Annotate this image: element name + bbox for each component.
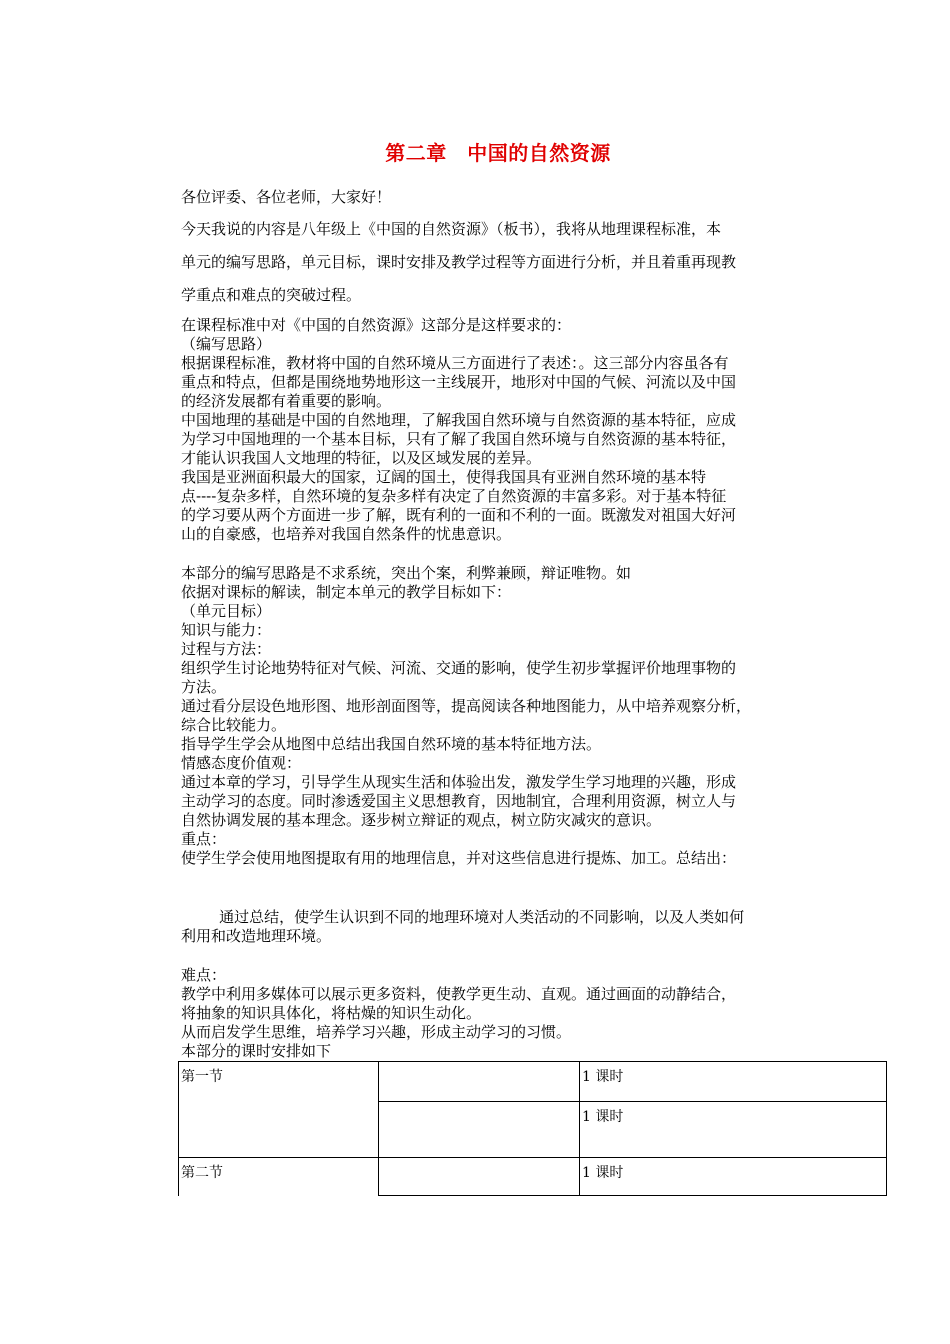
goals-line: 方法。 [181,678,227,696]
intro-line: 今天我说的内容是八年级上《中国的自然资源》（板书），我将从地理课程标准，本 [181,220,722,238]
greeting: 各位评委、各位老师，大家好！ [181,188,392,206]
body-line: 山的自豪感，也培养对我国自然条件的忧患意识。 [181,525,512,543]
goals-line: （单元目标） [181,602,272,620]
topic-cell [379,1158,580,1196]
difficulty-line: 难点： [181,966,227,984]
body-line: 我国是亚洲面积最大的国家，辽阔的国土，使得我国具有亚洲自然环境的基本特 [181,468,707,486]
difficulty-line: 从而启发学生思维，培养学习兴趣，形成主动学习的习惯。 [181,1023,572,1041]
body-line: 的学习要从两个方面进一步了解，既有利的一面和不利的一面。既激发对祖国大好河 [181,506,737,524]
goals-line: 组织学生讨论地势特征对气候、河流、交通的影响，使学生初步掌握评价地理事物的 [181,659,737,677]
table-row [179,1062,887,1102]
difficulty-line: 本部分的课时安排如下 [181,1042,332,1060]
goals-line: 情感态度价值观： [181,754,302,772]
body-line: 点----复杂多样，自然环境的复杂多样有决定了自然资源的丰富多彩。对于基本特征 [181,487,727,505]
body-line: 在课程标准中对《中国的自然资源》这部分是这样要求的： [181,316,572,334]
goals-line: 综合比较能力。 [181,716,287,734]
chapter-title: 第二章 中国的自然资源 [385,141,611,165]
table-row [179,1158,887,1196]
summary-line: 利用和改造地理环境。 [181,927,332,945]
goals-line: 自然协调发展的基本理念。逐步树立辩证的观点，树立防灾减灾的意识。 [181,811,662,829]
goals-line: 通过本章的学习，引导学生从现实生活和体验出发，激发学生学习地理的兴趣，形成 [181,773,737,791]
body-line: 为学习中国地理的一个基本目标，只有了解了我国自然环境与自然资源的基本特征， [181,430,737,448]
difficulty-line: 将抽象的知识具体化，将枯燥的知识生动化。 [181,1004,482,1022]
goals-line: 通过看分层设色地形图、地形剖面图等，提高阅读各种地图能力，从中培养观察分析， [181,697,752,715]
goals-line: 主动学习的态度。同时渗透爱国主义思想教育，因地制宜，合理利用资源，树立人与 [181,792,737,810]
hours-cell: 1 课时 [580,1102,887,1158]
curriculum-section [181,316,831,544]
body-line: 中国地理的基础是中国的自然地理，了解我国自然环境与自然资源的基本特征，应成 [181,411,737,429]
body-line: 根据课程标准，教材将中国的自然环境从三方面进行了表述：。这三部分内容虽各有 [181,354,729,372]
hours-cell: 1 课时 [580,1158,887,1196]
goals-line: 重点： [181,830,227,848]
goals-line: 过程与方法： [181,640,272,658]
intro-line: 学重点和难点的突破过程。 [181,286,362,304]
body-line: 重点和特点，但都是围绕地势地形这一主线展开，地形对中国的气候、河流以及中国 [181,373,737,391]
goals-line: 知识与能力： [181,621,272,639]
section-cell: 第二节 [179,1158,379,1196]
goals-section [181,564,831,868]
difficulty-section [181,966,831,1061]
difficulty-line: 教学中利用多媒体可以展示更多资料，使教学更生动、直观。通过画面的动静结合， [181,985,737,1003]
topic-cell [379,1102,580,1158]
body-line: （编写思路） [181,335,272,353]
intro-line: 单元的编写思路，单元目标，课时安排及教学过程等方面进行分析，并且着重再现教 [181,253,737,271]
hours-cell: 1 课时 [580,1062,887,1102]
summary-paragraph [181,908,831,946]
body-line: 的经济发展都有着重要的影响。 [181,392,392,410]
goals-line: 本部分的编写思路是不求系统，突出个案，利弊兼顾，辩证唯物。如 [181,564,632,582]
body-line: 才能认识我国人文地理的特征，以及区域发展的差异。 [181,449,542,467]
intro-paragraph [181,213,831,312]
schedule-table [178,1061,887,1196]
summary-line: 通过总结，使学生认识到不同的地理环境对人类活动的不同影响，以及人类如何 [181,908,745,926]
section-cell: 第一节 [179,1062,379,1158]
goals-line: 依据对课标的解读，制定本单元的教学目标如下： [181,583,512,601]
goals-line: 使学生学会使用地图提取有用的地理信息，并对这些信息进行提炼、加工。总结出： [181,849,737,867]
goals-line: 指导学生学会从地图中总结出我国自然环境的基本特征地方法。 [181,735,602,753]
topic-cell [379,1062,580,1102]
